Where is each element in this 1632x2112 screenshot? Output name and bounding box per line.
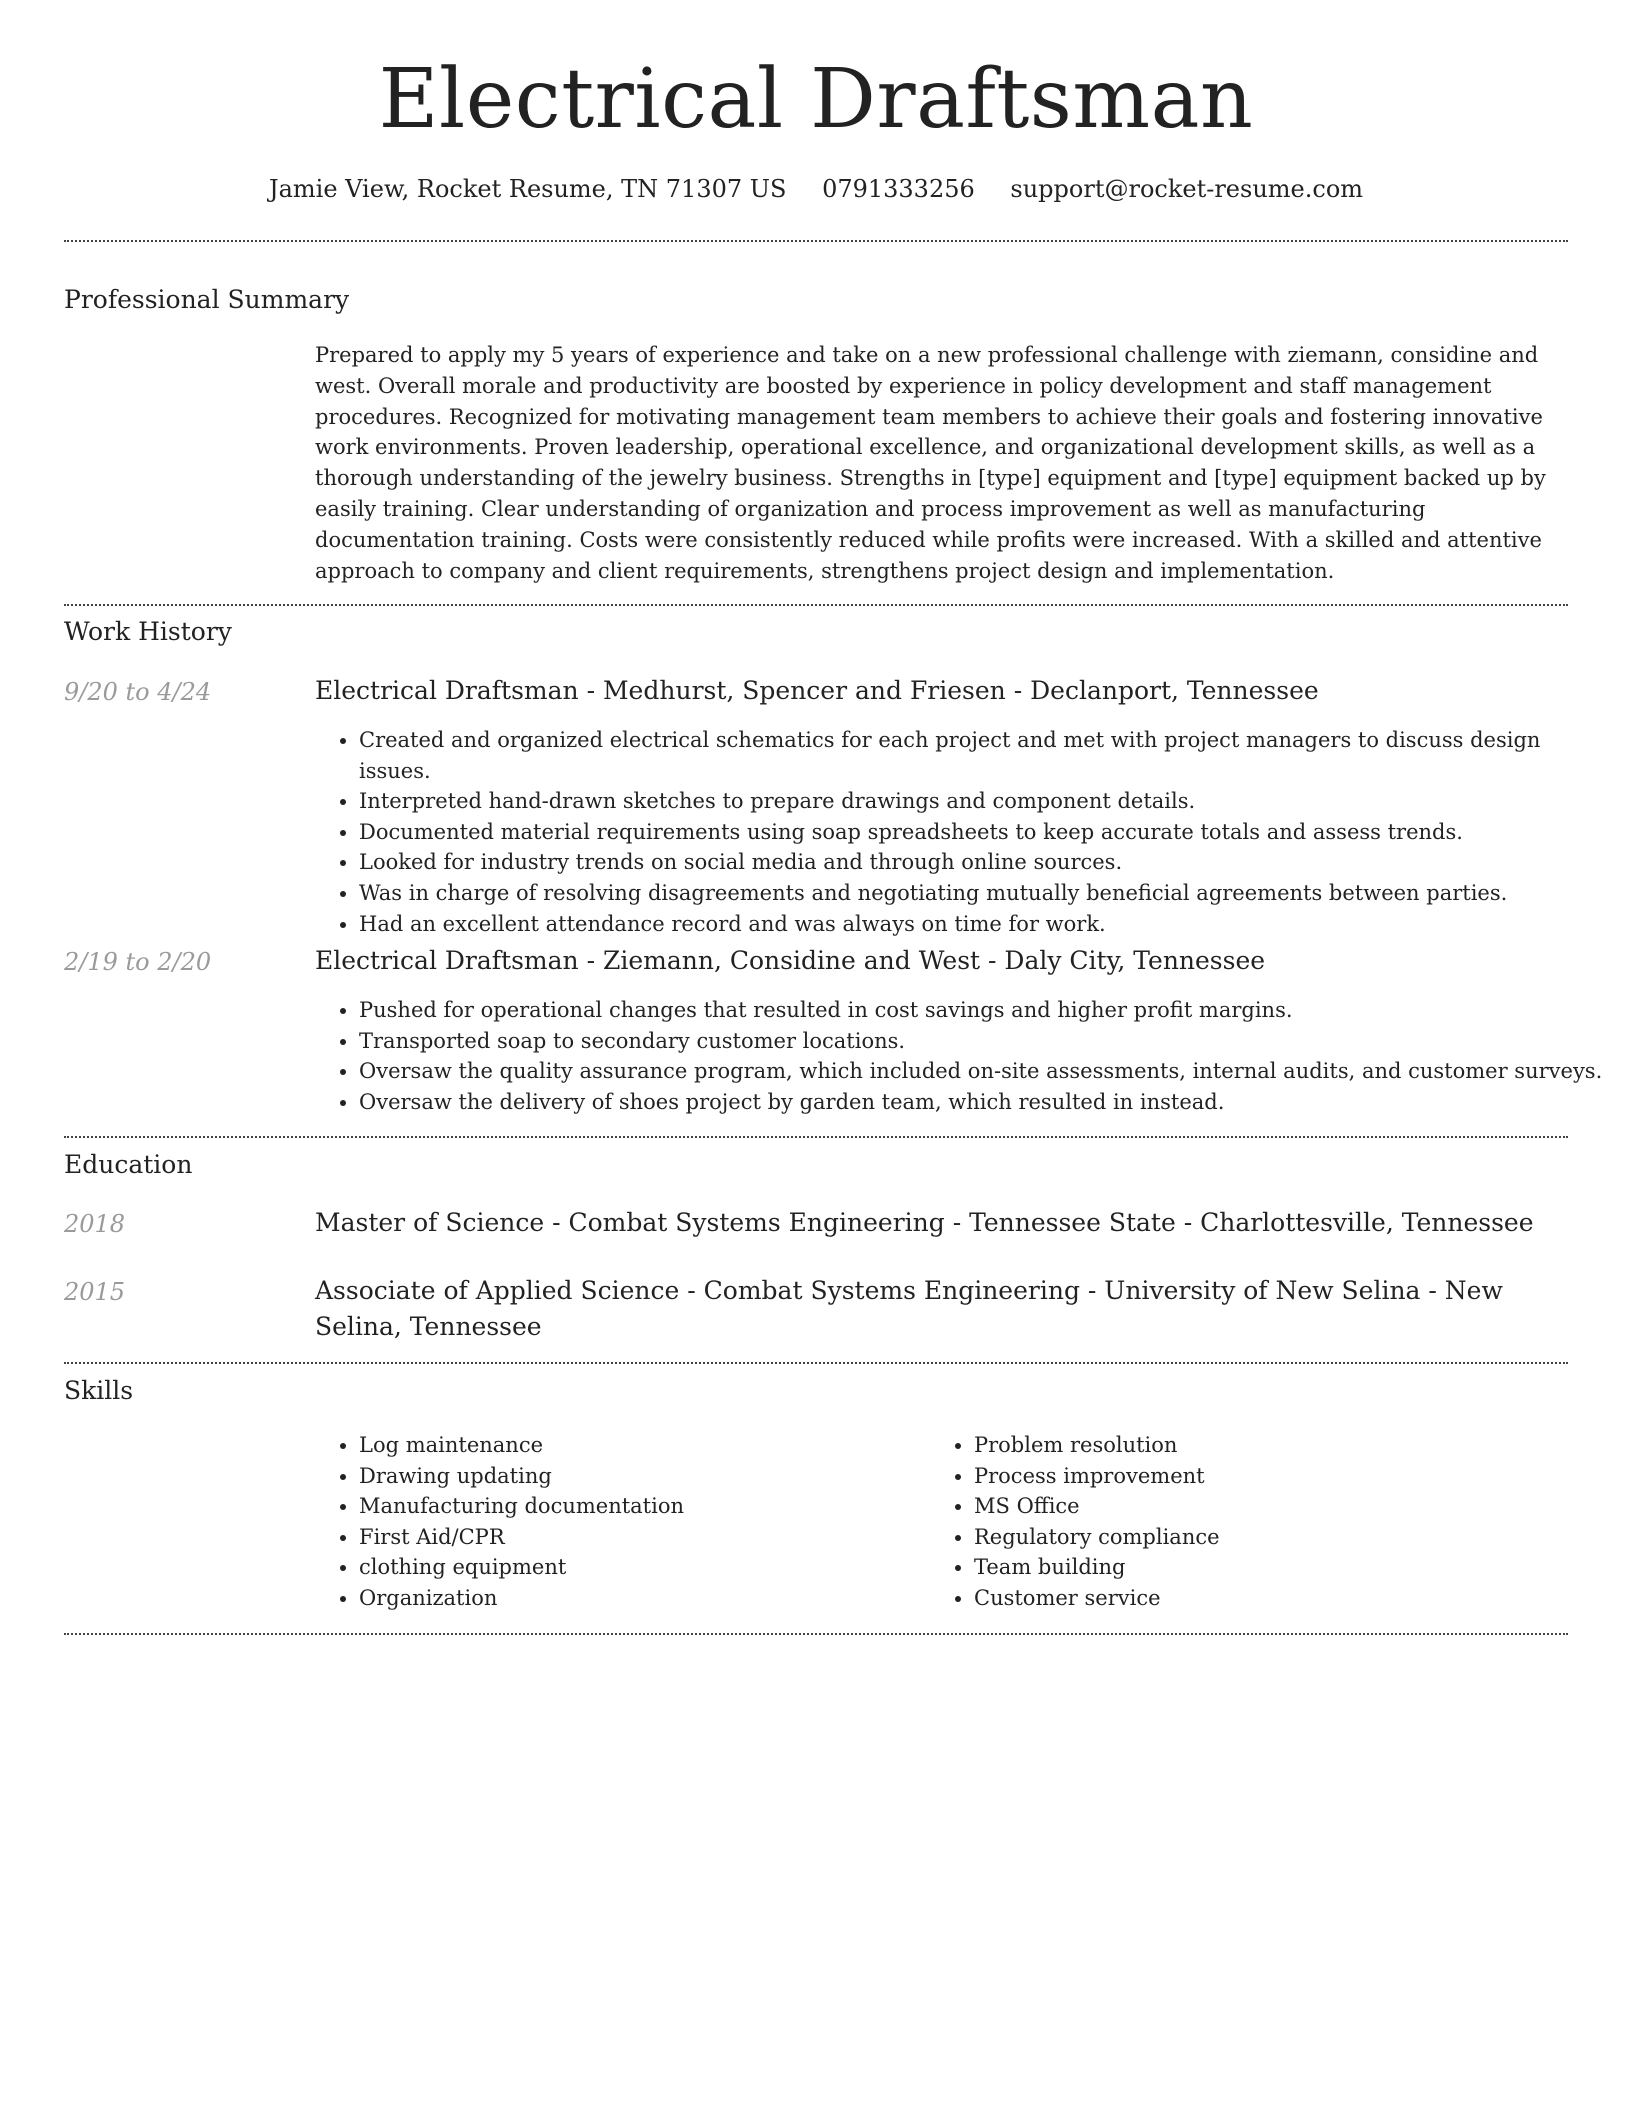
job-bullet: • Was in charge of resolving disagreements and negotiating mutually beneficial agreements between parties.	[359, 878, 1614, 909]
job-bullet-list	[315, 995, 1614, 1117]
skills-list-right	[930, 1430, 1574, 1614]
skill-item: • Problem resolution	[974, 1430, 1574, 1461]
skill-item: • MS Office	[974, 1491, 1574, 1522]
education-year: 2018	[64, 1210, 126, 1238]
section-title-skills: Skills	[64, 1376, 134, 1405]
skill-item: • Regulatory compliance	[974, 1522, 1574, 1553]
job-bullet: • Created and organized electrical schematics for each project and met with project managers to discuss design issues.	[359, 725, 1614, 786]
skill-item: • Log maintenance	[359, 1430, 919, 1461]
job-bullet: • Transported soap to secondary customer locations.	[359, 1026, 1614, 1057]
contact-line	[0, 172, 1632, 206]
job-bullet: • Interpreted hand-drawn sketches to prepare drawings and component details.	[359, 786, 1614, 817]
skills-list-left	[315, 1430, 919, 1614]
skill-item: • Customer service	[974, 1583, 1574, 1614]
skill-item: • First Aid/CPR	[359, 1522, 919, 1553]
job-dates: 2/19 to 2/20	[64, 948, 212, 976]
section-title-education: Education	[64, 1150, 193, 1179]
job-bullet: • Looked for industry trends on social media and through online sources.	[359, 847, 1614, 878]
section-title-work-history: Work History	[64, 617, 232, 646]
job-heading: Electrical Draftsman - Ziemann, Considine and West - Daly City, Tennessee	[315, 946, 1266, 975]
summary-text: Prepared to apply my 5 years of experience and take on a new professional challenge with ziemann, considine and west. Overall morale and productivity are boosted by experience in policy development and staff management procedures. Recognized for motivating management team members to achieve their goals and fostering innovative work environments. Proven leadership, operational excellence, and organizational development skills, as well as a thorough understanding of the jewelry business. Strengths in [type] equipment and [type] equipment backed up by easily training. Clear understanding of organization and process improvement as well as manufacturing documentation training. Costs were consistently reduced while profits were increased. With a skilled and attentive approach to company and client requirements, strengthens project design and implementation.	[315, 343, 1546, 583]
skill-item: • Team building	[974, 1552, 1574, 1583]
job-heading: Electrical Draftsman - Medhurst, Spencer and Friesen - Declanport, Tennessee	[315, 676, 1319, 705]
contact-address: Jamie View, Rocket Resume, TN 71307 US	[268, 175, 787, 203]
job-bullet: • Pushed for operational changes that resulted in cost savings and higher profit margins.	[359, 995, 1614, 1026]
job-bullet: • Documented material requirements using soap spreadsheets to keep accurate totals and assess trends.	[359, 817, 1614, 848]
job-dates: 9/20 to 4/24	[64, 678, 212, 706]
contact-email: support@rocket-resume.com	[1010, 175, 1364, 203]
divider	[64, 604, 1568, 606]
education-entry: Associate of Applied Science - Combat Systems Engineering - University of New Selina - New Selina, Tennessee	[315, 1276, 1503, 1341]
divider	[64, 1136, 1568, 1138]
divider	[64, 240, 1568, 242]
divider	[64, 1633, 1568, 1635]
education-year: 2015	[64, 1278, 126, 1306]
divider	[64, 1362, 1568, 1364]
education-entry: Master of Science - Combat Systems Engineering - Tennessee State - Charlottesville, Tennessee	[315, 1208, 1534, 1237]
skill-item: • Process improvement	[974, 1461, 1574, 1492]
skill-item: • Manufacturing documentation	[359, 1491, 919, 1522]
skill-item: • clothing equipment	[359, 1552, 919, 1583]
resume-name-title: Electrical Draftsman	[378, 52, 1254, 147]
skill-item: • Organization	[359, 1583, 919, 1614]
job-bullet: • Had an excellent attendance record and was always on time for work.	[359, 909, 1614, 940]
job-bullet-list	[315, 725, 1614, 939]
skill-item: • Drawing updating	[359, 1461, 919, 1492]
contact-phone: 0791333256	[822, 175, 975, 203]
job-bullet: • Oversaw the quality assurance program, which included on-site assessments, internal audits, and customer surveys.	[359, 1056, 1614, 1087]
section-title-summary: Professional Summary	[64, 285, 350, 314]
job-bullet: • Oversaw the delivery of shoes project by garden team, which resulted in instead.	[359, 1087, 1614, 1118]
